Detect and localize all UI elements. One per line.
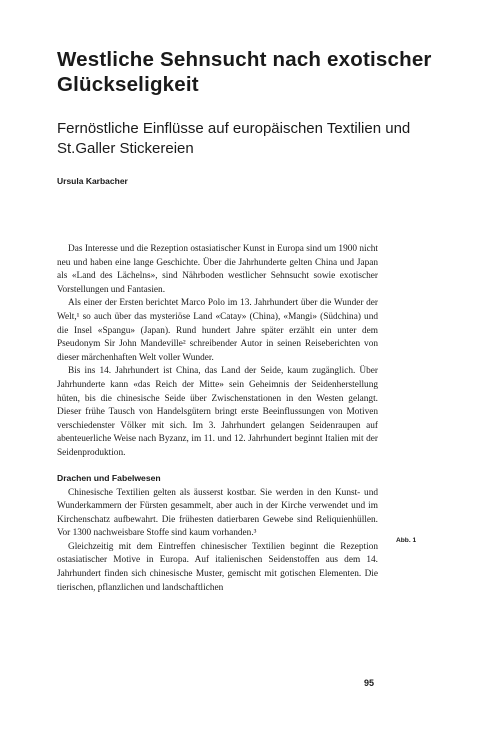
article-body <box>57 243 378 595</box>
article-title: Westliche Sehnsucht nach exotischer Glückseligkeit <box>57 48 432 96</box>
body-paragraph: Chinesische Textilien gelten als äusserst kostbar. Sie werden in den Kunst- und Wunderkammern der Fürsten gesammelt, aber auch in der Kirche verwendet und im Kirchenschatz aufbewahrt. Die frühesten datierbaren Gewebe sind Reliquienhüllen. Vor 1300 nachweisbare Stoffe sind kaum vorhanden.³ <box>57 487 378 539</box>
section-heading: Drachen und Fabelwesen <box>57 472 161 483</box>
author-name: Ursula Karbacher <box>57 176 128 186</box>
body-paragraph: Das Interesse und die Rezeption ostasiatischer Kunst in Europa sind um 1900 nicht neu und haben eine lange Geschichte. Über die Jahrhunderte gelten China und Japan als «Land des Lächelns», sind Nährboden westlicher Sehnsucht sowie exotischer Vorstellungen und Fantasien. <box>57 244 378 295</box>
body-paragraph: Bis ins 14. Jahrhundert ist China, das Land der Seide, kaum zugänglich. Über Jahrhunderte kann «das Reich der Mitte» sein Geheimnis der Seidenherstellung hüten, bis die chinesische Seide über Zwischenstationen in den Westen gelangt. Dieser frühe Tausch von Handelsgütern bringt erste Beeinflussungen von Motiven verschiedenster Völker mit sich. Im 3. Jahrhundert gelangen Seidenraupen auf abenteuerliche Weise nach Byzanz, im 11. und 12. Jahrhundert beginnt Italien mit der Seidenproduktion. <box>57 366 378 458</box>
figure-reference: Abb. 1 <box>396 537 417 544</box>
article-subtitle: Fernöstliche Einflüsse auf europäischen Textilien und St.Galler Stickereien <box>57 120 411 157</box>
body-paragraph: Gleichzeitig mit dem Eintreffen chinesischer Textilien beginnt die Rezeption ostasiatischer Motive in Europa. Auf italienischen Seidenstoffen aus dem 14. Jahrhundert finden sich chinesische Muster, gemischt mit gotischen Elementen. Die tierischen, pflanzlichen und landschaftlichen <box>57 541 378 593</box>
page-number: 95 <box>364 678 375 688</box>
body-paragraph: Als einer der Ersten berichtet Marco Polo im 13. Jahrhundert über die Wunder der Welt,¹ so auch über das mysteriöse Land «Catay» (China), «Mangi» (Südchina) und die Insel «Spangu» (Japan). Rund hundert Jahre später erzählt ein unter dem Pseudonym Sir John Mandeville² schreibender Autor in seinen Reiseberichten von dieser märchenhaften Welt voller Wunder. <box>57 298 378 363</box>
